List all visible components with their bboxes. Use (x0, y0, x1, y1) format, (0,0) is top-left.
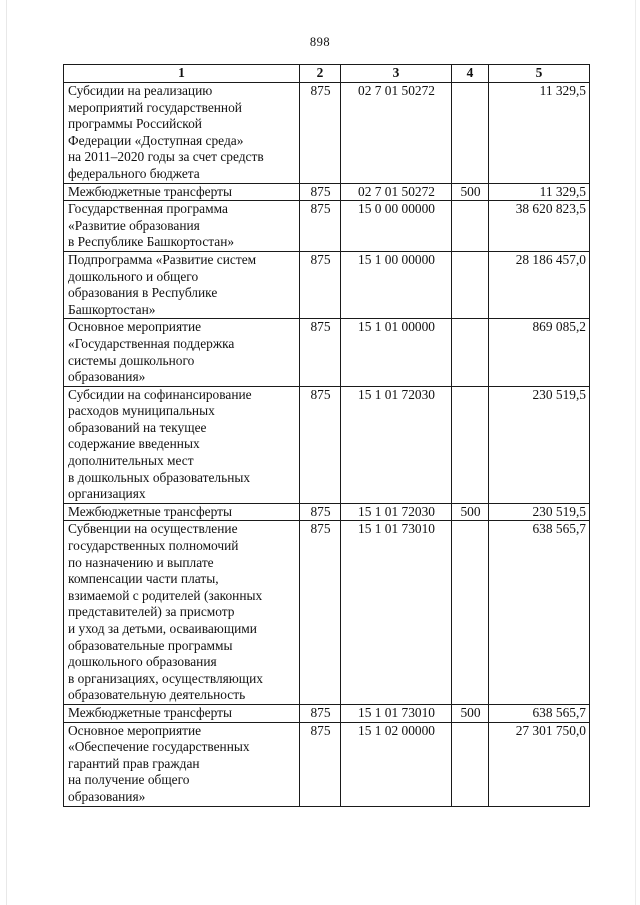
row-target-code: 15 1 01 00000 (341, 319, 452, 386)
header-col-3: 3 (341, 65, 452, 83)
row-ministry-code: 875 (300, 251, 341, 318)
table-row (64, 386, 590, 503)
budget-table (63, 64, 590, 807)
row-amount: 11 329,5 (489, 83, 590, 184)
table-row (64, 319, 590, 386)
row-target-code: 15 1 01 72030 (341, 386, 452, 503)
row-ministry-code: 875 (300, 183, 341, 201)
row-name: Межбюджетные трансферты (64, 183, 300, 201)
row-expense-type (452, 201, 489, 252)
row-amount: 27 301 750,0 (489, 722, 590, 806)
table-row (64, 722, 590, 806)
row-expense-type (452, 83, 489, 184)
header-col-4: 4 (452, 65, 489, 83)
row-name: Государственная программа «Развитие образования в Республике Башкортостан» (64, 201, 300, 252)
row-expense-type (452, 521, 489, 705)
row-amount: 11 329,5 (489, 183, 590, 201)
table-row (64, 251, 590, 318)
page-number: 898 (309, 35, 331, 49)
row-ministry-code: 875 (300, 386, 341, 503)
row-amount: 28 186 457,0 (489, 251, 590, 318)
table-row (64, 83, 590, 184)
row-expense-type (452, 319, 489, 386)
table-row (64, 201, 590, 252)
row-target-code: 02 7 01 50272 (341, 83, 452, 184)
row-amount: 230 519,5 (489, 503, 590, 521)
row-ministry-code: 875 (300, 201, 341, 252)
row-name: Подпрограмма «Развитие систем дошкольного и общего образования в Республике Башкортостан» (64, 251, 300, 318)
row-expense-type: 500 (452, 503, 489, 521)
row-target-code: 15 1 02 00000 (341, 722, 452, 806)
row-expense-type: 500 (452, 183, 489, 201)
row-target-code: 15 1 01 73010 (341, 704, 452, 722)
row-ministry-code: 875 (300, 503, 341, 521)
row-ministry-code: 875 (300, 83, 341, 184)
table-body (64, 83, 590, 807)
row-amount: 869 085,2 (489, 319, 590, 386)
row-target-code: 15 1 00 00000 (341, 251, 452, 318)
scan-edge-left (6, 0, 7, 905)
row-name: Межбюджетные трансферты (64, 503, 300, 521)
row-target-code: 15 1 01 72030 (341, 503, 452, 521)
row-expense-type (452, 251, 489, 318)
row-target-code: 15 0 00 00000 (341, 201, 452, 252)
header-col-5: 5 (489, 65, 590, 83)
row-name: Субвенции на осуществление государственных полномочий по назначению и выплате компенсации части платы, взимаемой с родителей (законных представителей) за присмотр и уход за детьми, осваивающими образовательные программы дошкольного образования в организациях, осуществляющих образовательную деятельность (64, 521, 300, 705)
row-name: Основное мероприятие «Обеспечение государственных гарантий прав граждан на получение общего образования» (64, 722, 300, 806)
header-col-1: 1 (64, 65, 300, 83)
row-name: Межбюджетные трансферты (64, 704, 300, 722)
row-ministry-code: 875 (300, 521, 341, 705)
table-row (64, 503, 590, 521)
table-row (64, 183, 590, 201)
scan-edge-right (635, 0, 636, 905)
row-amount: 38 620 823,5 (489, 201, 590, 252)
row-target-code: 15 1 01 73010 (341, 521, 452, 705)
row-ministry-code: 875 (300, 319, 341, 386)
table-row (64, 521, 590, 705)
row-ministry-code: 875 (300, 704, 341, 722)
row-name: Субсидии на реализацию мероприятий государственной программы Российской Федерации «Доступная среда» на 2011–2020 годы за счет средств федерального бюджета (64, 83, 300, 184)
row-expense-type (452, 722, 489, 806)
row-expense-type: 500 (452, 704, 489, 722)
header-row (64, 65, 590, 83)
row-amount: 638 565,7 (489, 704, 590, 722)
row-expense-type (452, 386, 489, 503)
row-name: Основное мероприятие «Государственная поддержка системы дошкольного образования» (64, 319, 300, 386)
table-header (64, 65, 590, 83)
row-ministry-code: 875 (300, 722, 341, 806)
row-amount: 230 519,5 (489, 386, 590, 503)
row-target-code: 02 7 01 50272 (341, 183, 452, 201)
row-name: Субсидии на софинансирование расходов муниципальных образований на текущее содержание введенных дополнительных мест в дошкольных образовательных организациях (64, 386, 300, 503)
header-col-2: 2 (300, 65, 341, 83)
row-amount: 638 565,7 (489, 521, 590, 705)
table-row (64, 704, 590, 722)
